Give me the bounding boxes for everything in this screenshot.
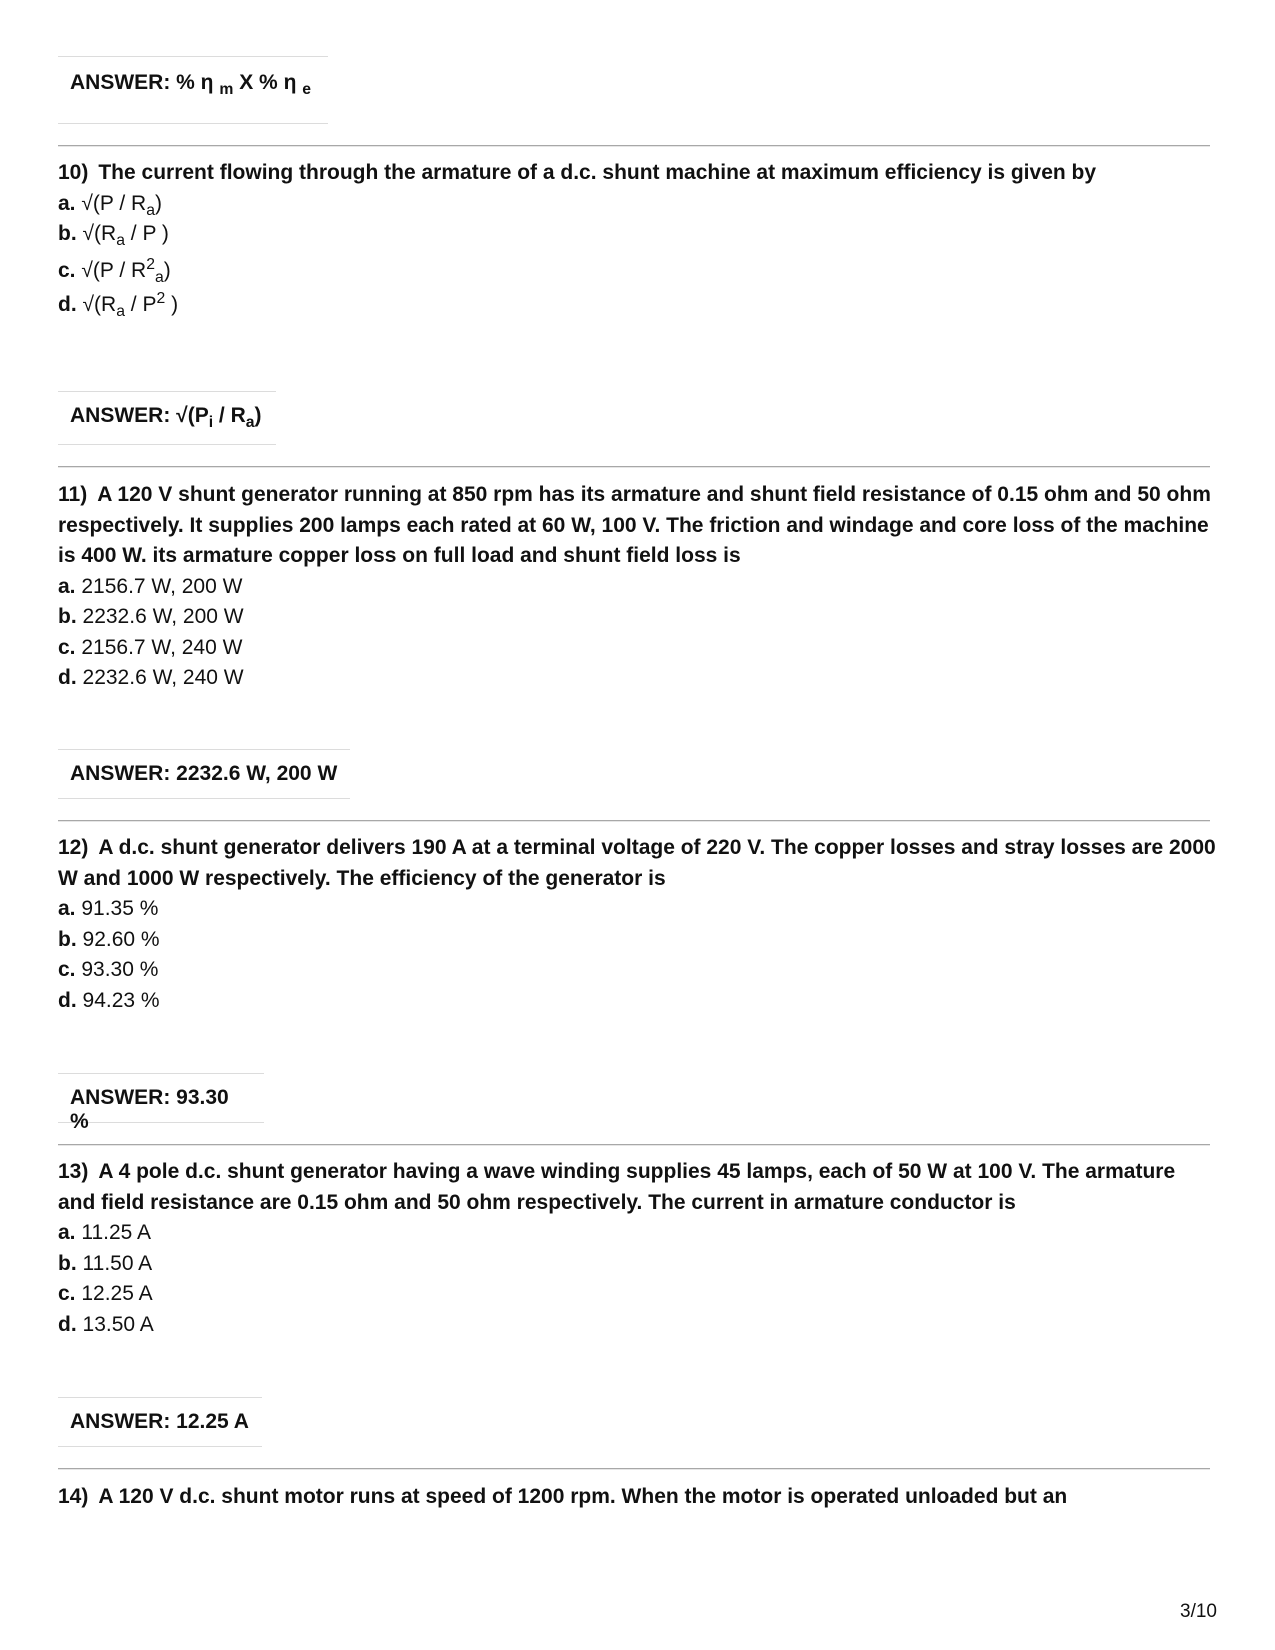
answer-box-q9: [58, 56, 328, 124]
answer-box-q10: [58, 391, 276, 445]
answer-text: 2232.6 W, 200 W: [176, 762, 338, 785]
question-text: 11) A 120 V shunt generator running at 850 rpm has its armature and shunt field resistance of 0.15 ohm and 50 ohm respectively. It supplies 200 lamps each rated at 60 W, 100 V. The friction and windage and core loss of the machine is 400 W. its armature copper loss on full load and shunt field loss is: [58, 483, 1211, 567]
option-a: a. 2156.7 W, 200 W: [58, 574, 243, 598]
option-a: a. 91.35 %: [58, 897, 159, 920]
option-c: c. 12.25 A: [58, 1282, 153, 1305]
option-b: b. 92.60 %: [58, 927, 160, 951]
question-14: [58, 1482, 1218, 1513]
answer-box-q13: [58, 1397, 262, 1447]
answer-text: 93.30 %: [70, 1086, 229, 1133]
answer-text: 12.25 A: [176, 1410, 249, 1433]
option-a: a. $√(P / R_a)$: [58, 191, 162, 219]
answer-text: $√(P_i / R_a)$: [176, 404, 262, 432]
separator: [58, 1468, 1210, 1470]
option-d: d. 94.23 %: [58, 988, 160, 1012]
option-d: d. 2232.6 W, 240 W: [58, 666, 244, 689]
option-c: c. $√(P / R^2_a)$: [58, 255, 171, 286]
page-number: 3/10: [1180, 1601, 1217, 1622]
question-text: 10) The current flowing through the armature of a d.c. shunt machine at maximum efficiency is given by: [58, 161, 1097, 184]
option-c: c. 2156.7 W, 240 W: [58, 635, 243, 659]
answer-label: ANSWER:: [70, 1410, 171, 1433]
option-b: b. 11.50 A: [58, 1251, 153, 1275]
answer-label: ANSWER:: [70, 404, 171, 427]
question-11: [58, 480, 1218, 694]
separator: [58, 145, 1210, 147]
separator: [58, 1144, 1210, 1146]
answer-label: ANSWER:: [70, 762, 171, 785]
answer-box-q12: [58, 1073, 264, 1133]
separator: [58, 466, 1210, 468]
answer-label: ANSWER:: [70, 1086, 171, 1109]
option-a: a. 11.25 A: [58, 1221, 152, 1244]
option-d: d. $√(R_a / P^2$ ): [58, 290, 179, 321]
option-c: c. 93.30 %: [58, 958, 159, 981]
answer-label: ANSWER:: [70, 71, 171, 94]
question-text: 14) A 120 V d.c. shunt motor runs at speed of 1200 rpm. When the motor is operated unloaded but an: [58, 1485, 1068, 1508]
option-b: b. 2232.6 W, 200 W: [58, 605, 244, 628]
answer-text: % η $_m$ X % η $_e$: [176, 71, 312, 99]
question-text: 13) A 4 pole d.c. shunt generator having a wave winding supplies 45 lamps, each of 50 W at 100 V. The armature and field resistance are 0.15 ohm and 50 ohm respectively. The current in armature conductor is: [58, 1160, 1176, 1214]
question-13: [58, 1157, 1218, 1340]
answer-box-q11: [58, 749, 350, 799]
separator: [58, 820, 1210, 822]
question-10: [58, 158, 1218, 321]
option-d: d. 13.50 A: [58, 1312, 154, 1336]
question-text: 12) A d.c. shunt generator delivers 190 A at a terminal voltage of 220 V. The copper losses and stray losses are 2000 W and 1000 W respectively. The efficiency of the generator is: [58, 836, 1216, 890]
question-12: [58, 833, 1218, 1016]
option-b: b. $√(R_a$ / P ): [58, 222, 169, 250]
